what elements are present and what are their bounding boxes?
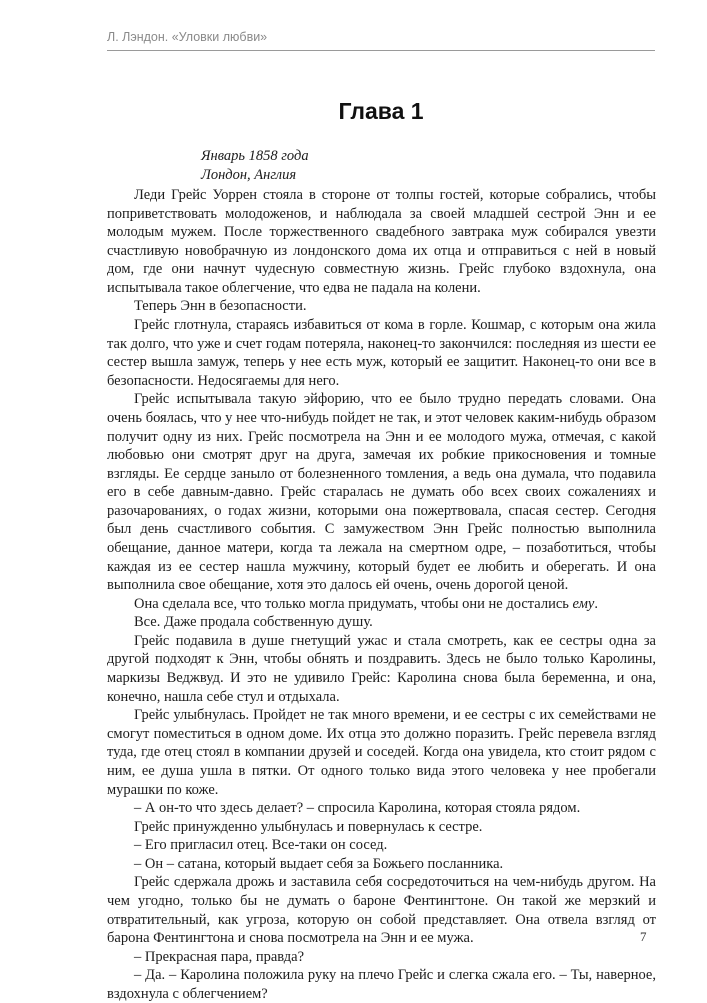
paragraph: Грейс подавила в душе гнетущий ужас и стала смотреть, как ее сестры одна за другой подходят к Энн, чтобы обнять и поздравить. Здесь не было только Каролины, маркизы Веджвуд. И это не удивило Грейс: Каролина снова была беременна, и она, конечно, нашла себе стул и отдыхала. bbox=[107, 632, 656, 705]
paragraph: – Прекрасная пара, правда? bbox=[134, 948, 304, 965]
chapter-body bbox=[107, 186, 656, 1003]
paragraph: Грейс сдержала дрожь и заставила себя сосредоточиться на чем-нибудь другом. На чем угодно, только бы не думать о бароне Фентингтоне. Он такой же мерзкий и отвратительный, как угроза, которую он собой представляет. Она отвела взгляд от барона Фентингтона и снова посмотрела на Энн и ее мужа. bbox=[107, 874, 656, 947]
chapter-title: Глава 1 bbox=[338, 98, 424, 124]
paragraph: – Его пригласил отец. Все-таки он сосед. bbox=[134, 837, 388, 854]
paragraph: Леди Грейс Уоррен стояла в стороне от толпы гостей, которые собрались, чтобы поприветствовать молодоженов, и наблюдала за своей младшей сестрой Энн и ее молодым мужем. После торжественного свадебного завтрака муж собирался увезти счастливую новобрачную из лондонского дома их отца и отправиться с ней в новый дом, где они начнут чудесную совместную жизнь. Грейс глубоко вздохнула, она испытывала такое облегчение, что едва не падала на колени. bbox=[107, 187, 656, 296]
epigraph-place: Лондон, Англия bbox=[201, 166, 297, 183]
paragraph: Грейс испытывала такую эйфорию, что ее было трудно передать словами. Она очень боялась, что у нее что-нибудь пойдет не так, и этот человек каким-нибудь образом получит одну из них. Грейс посмотрела на Энн и ее молодого мужа, отмечая, с какой любовью они смотрят друг на друга, замечая их робкие прикосновения и томные взгляды. Ее сердце заныло от болезненного томления, а ведь она думала, что подавила его в себе давным-давно. Грейс старалась не думать обо всех своих сожалениях и разочарованиях, о годах жизни, которыми она пожертвовала, спасая сестер. Сегодня был день счастливого события. С замужеством Энн Грейс полностью выполнила обещание, данное матери, когда та лежала на смертном одре, – позаботиться, чтобы каждая из ее сестер нашла мужчину, который будет ее любить и оберегать. И она выполнила свое обещание, хотя это далось ей очень, очень дорогой ценой. bbox=[107, 391, 656, 594]
emphasis-text: ему bbox=[572, 595, 595, 612]
paragraph: – Он – сатана, который выдает себя за Божьего посланника. bbox=[134, 855, 504, 872]
paragraph: – Да. – Каролина положила руку на плечо Грейс и слегка сжала его. – Ты, наверное, вздохнула с облегчением? bbox=[107, 967, 656, 1002]
paragraph: Теперь Энн в безопасности. bbox=[134, 298, 307, 315]
paragraph: Грейс улыбнулась. Пройдет не так много времени, и ее сестры с их семействами не смогут поместиться в одном доме. Их отца это должно поразить. Грейс перевела взгляд туда, где отец стоял в компании друзей и соседей. Когда она увидела, кто стоит рядом с ним, ее душа ушла в пятки. От одного только вида этого человека у нее пробегали мурашки по коже. bbox=[107, 707, 656, 798]
chapter-epigraph bbox=[201, 147, 309, 184]
paragraph: Грейс принужденно улыбнулась и повернулась к сестре. bbox=[134, 818, 483, 835]
running-title: Л. Лэндон. «Уловки любви» bbox=[107, 30, 268, 44]
page-number: 7 bbox=[640, 929, 647, 944]
paragraph-text: Она сделала все, что только могла придумать, чтобы они не достались bbox=[134, 595, 573, 612]
paragraph: Грейс глотнула, стараясь избавиться от кома в горле. Кошмар, с которым она жила так долго, что уже и счет годам потеряла, наконец-то закончился: последняя из шести ее сестер вышла замуж, теперь у нее есть муж, который ее защитит. Наконец-то они все в безопасности. Недосягаемы для него. bbox=[107, 317, 656, 389]
paragraph-text-end: . bbox=[594, 595, 598, 612]
epigraph-date: Январь 1858 года bbox=[201, 148, 309, 164]
paragraph bbox=[107, 595, 656, 614]
running-header bbox=[107, 30, 655, 51]
paragraph: – А он-то что здесь делает? – спросила Каролина, которая стояла рядом. bbox=[134, 800, 581, 817]
paragraph: Все. Даже продала собственную душу. bbox=[134, 614, 373, 631]
